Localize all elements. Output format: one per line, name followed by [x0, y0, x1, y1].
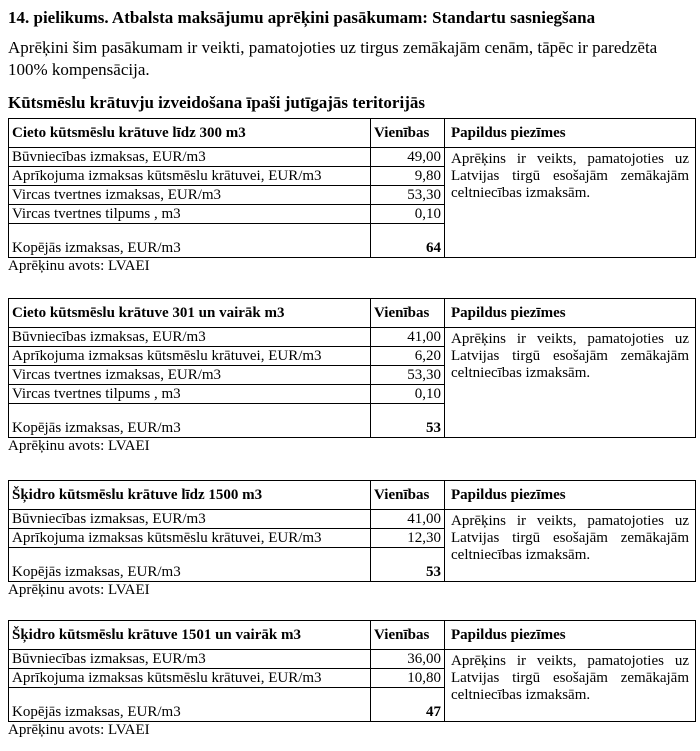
units-header: Vienības	[371, 481, 445, 510]
section-heading: Kūtsmēslu krātuvju izveidošana īpaši jutīgajās teritorijās	[8, 93, 425, 112]
row-label: Vircas tvertnes tilpums , m3	[9, 205, 371, 224]
row-value: 53,30	[371, 186, 445, 205]
row-label: Būvniecības izmaksas, EUR/m3	[9, 650, 371, 669]
row-label: Būvniecības izmaksas, EUR/m3	[9, 510, 371, 529]
table-header-row	[9, 119, 696, 148]
row-label: Vircas tvertnes tilpums , m3	[9, 385, 371, 404]
cost-table-block	[8, 480, 696, 598]
table-title: Cieto kūtsmēslu krātuve 301 un vairāk m3	[9, 299, 371, 328]
table-title: Cieto kūtsmēslu krātuve līdz 300 m3	[9, 119, 371, 148]
row-label: Būvniecības izmaksas, EUR/m3	[9, 148, 371, 167]
cost-table	[8, 620, 696, 722]
total-label: Kopējās izmaksas, EUR/m3	[9, 404, 371, 438]
cost-table-block	[8, 298, 696, 454]
row-label: Aprīkojuma izmaksas kūtsmēslu krātuvei, EUR/m3	[9, 347, 371, 366]
notes-cell: Aprēķins ir veikts, pamatojoties uz Latvijas tirgū esošajām zemākajām celtniecības izmaksām.	[445, 650, 696, 722]
units-header: Vienības	[371, 119, 445, 148]
row-value: 41,00	[371, 328, 445, 347]
row-value: 0,10	[371, 205, 445, 224]
row-label: Būvniecības izmaksas, EUR/m3	[9, 328, 371, 347]
notes-header: Papildus piezīmes	[445, 299, 696, 328]
row-value: 6,20	[371, 347, 445, 366]
notes-header: Papildus piezīmes	[445, 119, 696, 148]
row-value: 9,80	[371, 167, 445, 186]
total-value: 47	[371, 688, 445, 722]
table-row	[9, 328, 696, 347]
table-title: Šķidro kūtsmēslu krātuve līdz 1500 m3	[9, 481, 371, 510]
units-header: Vienības	[371, 621, 445, 650]
cost-table	[8, 480, 696, 582]
row-value: 41,00	[371, 510, 445, 529]
row-label: Vircas tvertnes izmaksas, EUR/m3	[9, 186, 371, 205]
total-value: 53	[371, 404, 445, 438]
table-row	[9, 650, 696, 669]
total-value: 64	[371, 224, 445, 258]
row-label: Aprīkojuma izmaksas kūtsmēslu krātuvei, EUR/m3	[9, 167, 371, 186]
row-value: 0,10	[371, 385, 445, 404]
notes-header: Papildus piezīmes	[445, 481, 696, 510]
total-label: Kopējās izmaksas, EUR/m3	[9, 224, 371, 258]
cost-table-block	[8, 620, 696, 738]
table-row	[9, 148, 696, 167]
cost-table	[8, 118, 696, 258]
page-title: 14. pielikums. Atbalsta maksājumu aprēķini pasākumam: Standartu sasniegšana	[8, 8, 596, 27]
table-title: Šķidro kūtsmēslu krātuve 1501 un vairāk m3	[9, 621, 371, 650]
cost-table	[8, 298, 696, 438]
row-label: Aprīkojuma izmaksas kūtsmēslu krātuvei, EUR/m3	[9, 669, 371, 688]
table-header-row	[9, 481, 696, 510]
row-value: 10,80	[371, 669, 445, 688]
notes-cell: Aprēķins ir veikts, pamatojoties uz Latvijas tirgū esošajām zemākajām celtniecības izmaksām.	[445, 510, 696, 582]
table-row	[9, 510, 696, 529]
source-note: Aprēķinu avots: LVAEI	[8, 582, 150, 598]
row-value: 49,00	[371, 148, 445, 167]
table-header-row	[9, 299, 696, 328]
table-header-row	[9, 621, 696, 650]
row-value: 36,00	[371, 650, 445, 669]
cost-table-block	[8, 118, 696, 274]
notes-header: Papildus piezīmes	[445, 621, 696, 650]
source-note: Aprēķinu avots: LVAEI	[8, 258, 150, 274]
notes-cell: Aprēķins ir veikts, pamatojoties uz Latvijas tirgū esošajām zemākajām celtniecības izmaksām.	[445, 148, 696, 258]
row-value: 12,30	[371, 529, 445, 548]
units-header: Vienības	[371, 299, 445, 328]
source-note: Aprēķinu avots: LVAEI	[8, 722, 150, 738]
total-value: 53	[371, 548, 445, 582]
row-label: Vircas tvertnes izmaksas, EUR/m3	[9, 366, 371, 385]
notes-cell: Aprēķins ir veikts, pamatojoties uz Latvijas tirgū esošajām zemākajām celtniecības izmaksām.	[445, 328, 696, 438]
source-note: Aprēķinu avots: LVAEI	[8, 438, 150, 454]
row-label: Aprīkojuma izmaksas kūtsmēslu krātuvei, EUR/m3	[9, 529, 371, 548]
total-label: Kopējās izmaksas, EUR/m3	[9, 548, 371, 582]
intro-paragraph: Aprēķini šim pasākumam ir veikti, pamatojoties uz tirgus zemākajām cenām, tāpēc ir paredzēta 100% kompensācija.	[8, 38, 658, 79]
row-value: 53,30	[371, 366, 445, 385]
total-label: Kopējās izmaksas, EUR/m3	[9, 688, 371, 722]
